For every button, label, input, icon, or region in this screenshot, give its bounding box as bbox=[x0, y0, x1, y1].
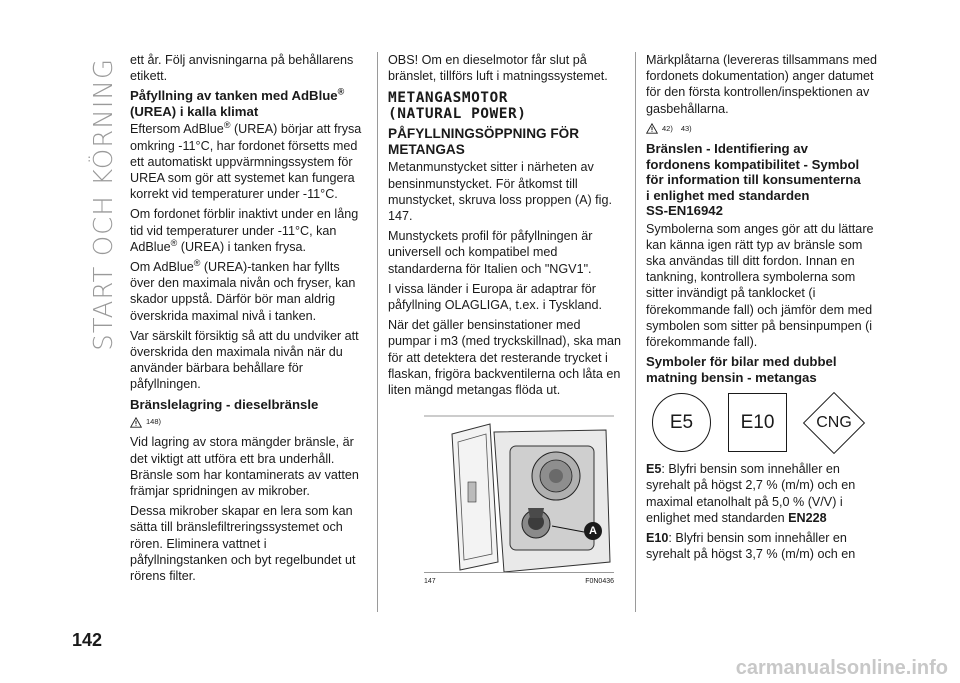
paragraph-e10: E10: Blyfri bensin som innehåller en syrehalt på högst 3,7 % (m/m) och en bbox=[646, 530, 856, 562]
warning-reference bbox=[646, 121, 882, 137]
column-3 bbox=[646, 52, 882, 566]
figure-147 bbox=[424, 412, 614, 590]
watermark: carmanualsonline.info bbox=[735, 657, 948, 679]
paragraph: ett år. Följ anvisningarna på behållarens etikett. bbox=[130, 53, 354, 84]
paragraph: Dessa mikrober skapar en lera som kan sätta till bränslefiltreringssystemet och rören. Eliminera vattnet i påfyllningstanken och byt regelbundet ut rörens filter. bbox=[130, 504, 356, 583]
paragraph: I vissa länder i Europa är adaptrar för påfyllning OLAGLIGA, t.ex. i Tyskland. bbox=[388, 281, 602, 313]
side-title-text: START OCH KÖRNING bbox=[89, 58, 119, 351]
figure-number: 147 bbox=[424, 578, 436, 586]
paragraph-e5: E5: Blyfri bensin som innehåller en syrehalt på högst 2,7 % (m/m) och en maximal etanolhalt på 5,0 % (V/V) i enlighet med standarden EN228 bbox=[646, 462, 856, 525]
warning-ref-number: 148) bbox=[146, 417, 162, 427]
column-divider-1 bbox=[377, 52, 378, 612]
fuel-symbols bbox=[652, 393, 864, 453]
figure-code: F0N0436 bbox=[585, 578, 614, 586]
heading-fuel-storage: Bränslelagring - dieselbränsle bbox=[130, 396, 319, 412]
heading-methane-engine: METANGASMOTOR (NATURAL POWER) bbox=[388, 90, 527, 123]
paragraph: OBS! Om en dieselmotor får slut på bränslet, tillförs luft i matningssystemet. bbox=[388, 53, 608, 84]
column-1 bbox=[130, 52, 366, 588]
section-side-title bbox=[86, 58, 122, 358]
paragraph: Var särskilt försiktig så att du undviker att överskrida den maximala nivån när du använder bärbara behållare för påfyllningen. bbox=[130, 328, 359, 392]
cng-symbol-icon: CNG bbox=[804, 393, 864, 453]
column-divider-2 bbox=[635, 52, 636, 612]
e5-symbol-icon: E5 bbox=[652, 393, 711, 452]
callout-marker-a: A bbox=[584, 522, 602, 540]
heading-fuel-identification: Bränslen - Identifiering av fordonens kompatibilitet - Symbol för information till konsumenterna i enlighet med standarden SS-EN16942 bbox=[646, 141, 861, 219]
paragraph: Om fordonet förblir inaktivt under en lång tid vid temperaturer under -11°C, kan AdBlue® (UREA) i tanken frysa. bbox=[130, 207, 359, 254]
column-2 bbox=[388, 52, 624, 590]
figure-caption bbox=[424, 572, 614, 590]
paragraph: Märkplåtarna (levereras tillsammans med fordonets dokumentation) anger datumet för den första kontrollen/inspektionen av gasbehållarna. bbox=[646, 53, 877, 116]
paragraph: Om AdBlue® (UREA)-tanken har fyllts över den maximala nivån och fryser, kan skador uppstå. Därför bör man aldrig överskrida maximal nivå i tanken. bbox=[130, 257, 356, 323]
paragraph: Eftersom AdBlue® (UREA) börjar att frysa omkring -11°C, har fordonet försetts med ett automatiskt uppvärmningssystem för UREA som gör att systemet kan fungera korrekt vid temperaturer under -11°C. bbox=[130, 120, 362, 202]
paragraph: Munstyckets profil för påfyllningen är universell och kompatibel med standarderna för Italien och "NGV1". bbox=[388, 229, 593, 276]
paragraph: När det gäller bensinstationer med pumpar i m3 (med tryckskillnad), ska man för att detektera det resterande trycket i flaskan, frigöra backventilerna och låta en liten mängd metangas flöda ut. bbox=[388, 318, 622, 398]
fuel-filler-illustration bbox=[424, 412, 614, 578]
heading-refuel-opening: PÅFYLLNINGSÖPPNING FÖR METANGAS bbox=[388, 126, 580, 157]
warning-reference bbox=[130, 414, 366, 430]
warning-icon bbox=[646, 123, 658, 134]
warning-ref-number: 43) bbox=[680, 123, 692, 133]
warning-ref-number: 42) bbox=[662, 123, 673, 133]
heading-adblue: Påfyllning av tanken med AdBlue® (UREA) i kalla klimat bbox=[130, 87, 345, 119]
e10-symbol-icon: E10 bbox=[728, 393, 787, 452]
heading-dual-fuel-symbols: Symboler för bilar med dubbel matning bensin - metangas bbox=[646, 354, 837, 385]
paragraph: Symbolerna som anges gör att du lättare kan känna igen rätt typ av bränsle som ska användas till ditt fordon. Innan en tankning, kontrollera symbolerna som sitter invändigt på tanklocket (i förekommande fall) och jämför dem med symbolen som sitter på bensinpumpen (i förekommande fall). bbox=[646, 221, 874, 349]
warning-icon bbox=[130, 417, 142, 428]
paragraph: Vid lagring av stora mängder bränsle, är det viktigt att utföra ett bra underhåll. Bränsle som har kontaminerats av vatten främjar spridningen av mikrober. bbox=[130, 435, 359, 498]
page-number: 142 bbox=[72, 630, 103, 650]
paragraph: Metanmunstycket sitter i närheten av bensinmunstycket. För åtkomst till munstycket, skruva loss proppen (A) fig. 147. bbox=[388, 160, 612, 224]
